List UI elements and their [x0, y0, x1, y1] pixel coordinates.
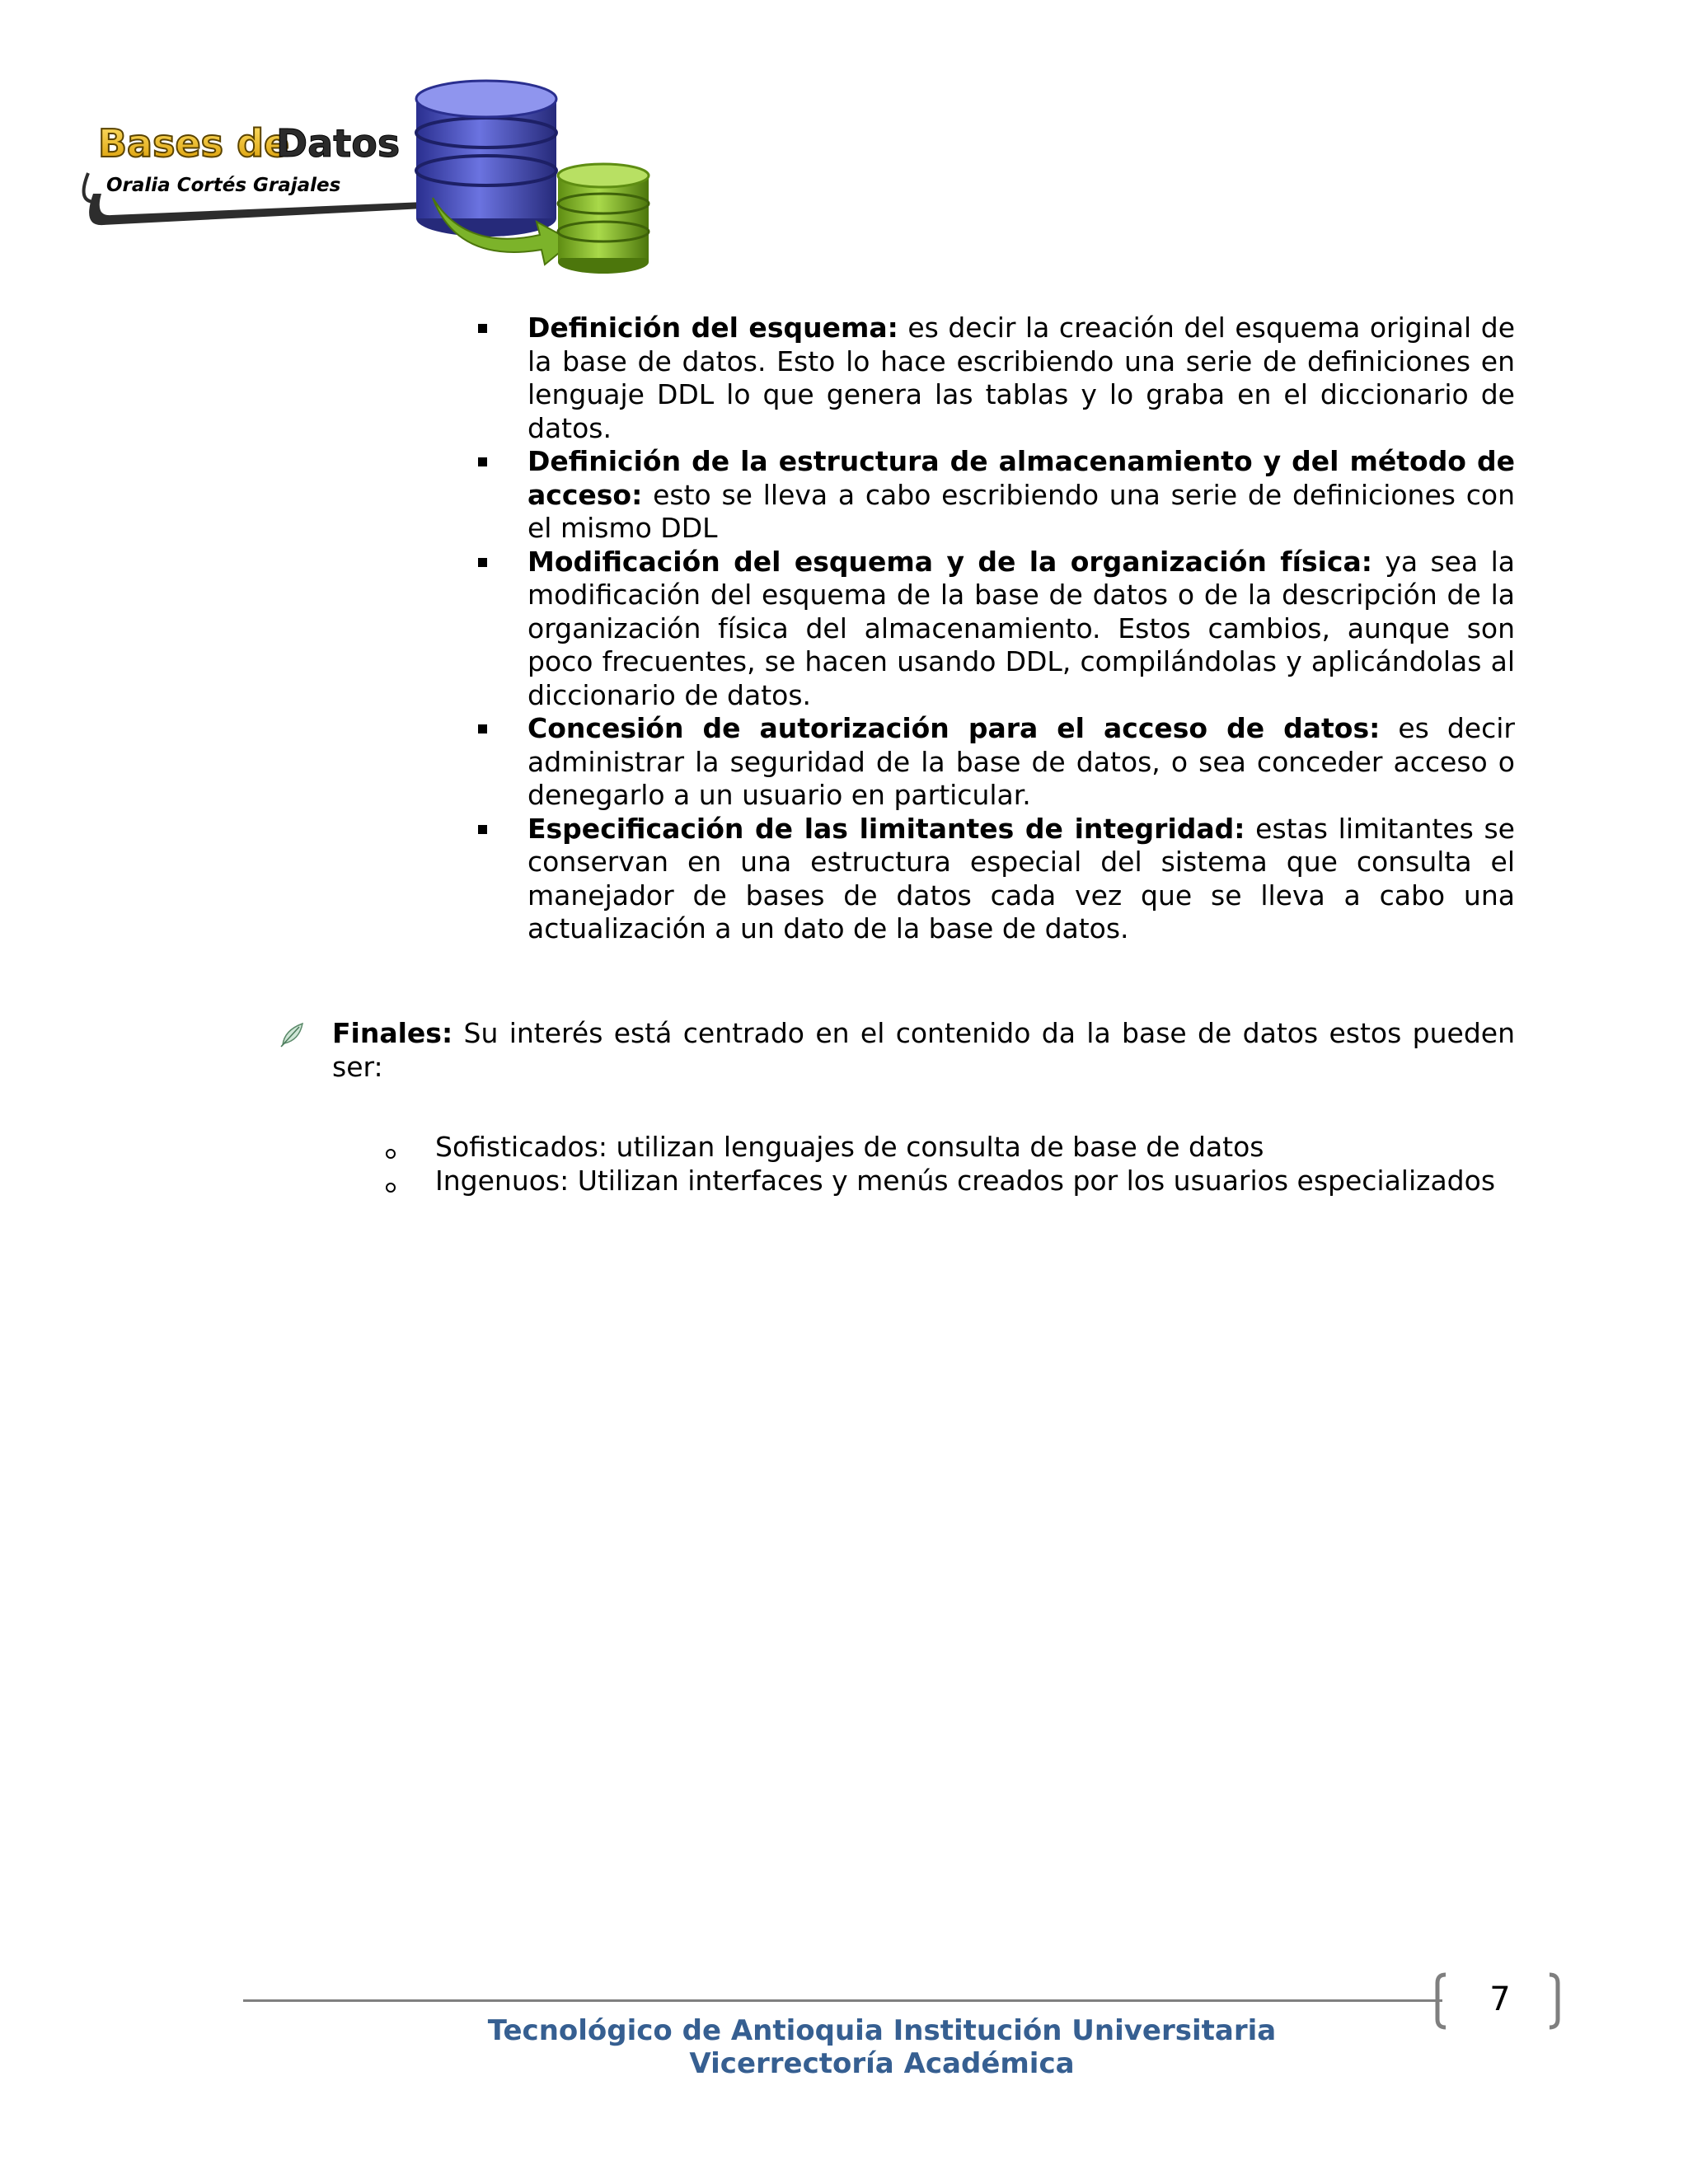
item-term: Definición del esquema:	[528, 312, 898, 344]
finales-text: Su interés está centrado en el contenido da la base de datos estos pueden ser:	[332, 1017, 1515, 1083]
header-logo	[78, 78, 672, 284]
list-item	[478, 813, 1515, 946]
footer-line-2: Vicerrectoría Académica	[689, 2047, 1075, 2080]
svg-text:Datos: Datos	[276, 121, 401, 166]
square-bullet-icon	[478, 825, 487, 834]
square-bullet-icon	[478, 457, 487, 466]
item-text: Ingenuos: Utilizan interfaces y menús creados por los usuarios especializados	[435, 1164, 1496, 1197]
circle-bullet-icon	[386, 1183, 396, 1193]
list-item	[478, 312, 1515, 445]
square-bullet-list	[478, 312, 1515, 946]
item-text: es decir la creación del esquema original de la base de datos. Esto lo hace escribiendo una serie de definiciones en lenguaje DDL lo que genera las tablas y lo graba en el diccionario de datos.	[528, 312, 1515, 444]
footer-divider	[243, 1999, 1442, 2002]
list-item	[478, 445, 1515, 546]
finales-paragraph	[283, 1017, 1515, 1084]
list-item	[478, 712, 1515, 813]
list-item	[384, 1131, 1554, 1165]
database-blue-icon	[416, 81, 556, 237]
database-green-icon	[558, 164, 649, 274]
square-bullet-icon	[478, 324, 487, 333]
item-term: Definición de la estructura de almacenamiento y del método de acceso:	[528, 445, 1515, 511]
item-text: es decir administrar la seguridad de la base de datos, o sea conceder acceso o denegarlo a un usuario en particular.	[528, 712, 1515, 811]
svg-text:Oralia Cortés Grajales: Oralia Cortés Grajales	[106, 175, 341, 196]
item-term: Concesión de autorización para el acceso de datos:	[528, 712, 1381, 744]
square-bullet-icon	[478, 724, 487, 733]
item-text: esto se lleva a cabo escribiendo una serie de definiciones con el mismo DDL	[528, 478, 1515, 544]
svg-text:Bases de: Bases de	[98, 121, 290, 166]
footer-line-1: Tecnológico de Antioquia Institución Universitaria	[487, 2014, 1277, 2047]
finales-term: Finales:	[332, 1017, 453, 1049]
item-text: estas limitantes se conservan en una estructura especial del sistema que consulta el manejador de bases de datos cada vez que se lleva a cabo una actualización a un dato de la base de datos.	[528, 812, 1515, 944]
footer-institution	[247, 2014, 1517, 2080]
page-number: 7	[1489, 1980, 1511, 2018]
leaf-bullet-icon	[278, 1020, 306, 1048]
square-bullet-icon	[478, 558, 487, 567]
item-text: ya sea la modificación del esquema de la base de datos o de la descripción de la organización física del almacenamiento. Estos cambios, aunque son poco frecuentes, se hacen usando DDL, compilándolas y aplicándolas al diccionario de datos.	[528, 545, 1515, 711]
list-item	[478, 546, 1515, 713]
circle-bullet-list	[384, 1131, 1554, 1197]
list-item	[384, 1165, 1554, 1198]
circle-bullet-icon	[386, 1149, 396, 1159]
item-text: Sofisticados: utilizan lenguajes de consulta de base de datos	[435, 1131, 1264, 1163]
item-term: Especificación de las limitantes de integridad:	[528, 812, 1245, 845]
item-term: Modificación del esquema y de la organización física:	[528, 545, 1372, 578]
